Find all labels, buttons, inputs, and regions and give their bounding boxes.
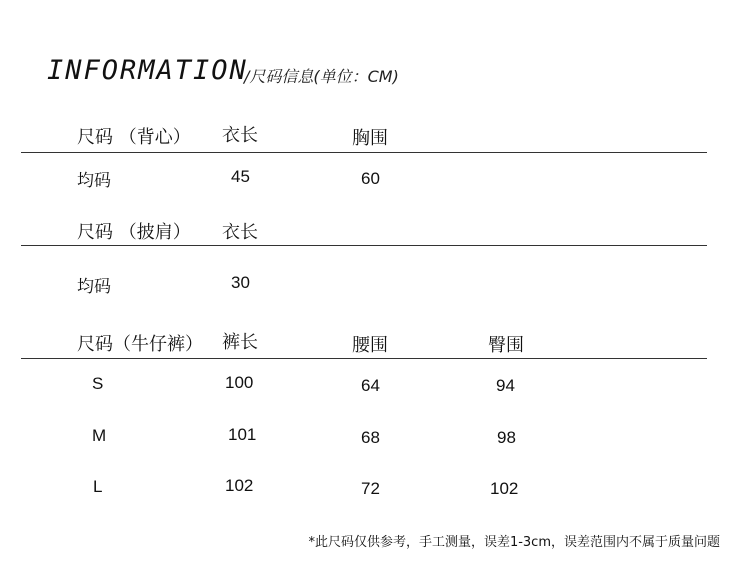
jeans-length-header: 裤长 [222, 332, 258, 353]
cape-length-header: 衣长 [222, 222, 258, 243]
vest-divider [21, 152, 707, 153]
jeans-hip-header: 臀围 [488, 335, 524, 356]
measurement-note: *此尺码仅供参考，手工测量，误差1-3cm，误差范围内不属于质量问题 [308, 535, 720, 550]
vest-chest-cell: 60 [361, 169, 380, 188]
jeans-row-s-waist: 64 [361, 376, 380, 395]
jeans-row-m-length: 101 [228, 425, 257, 444]
cape-divider [21, 245, 707, 246]
jeans-row-l-waist: 72 [361, 479, 380, 498]
jeans-row-m-hip: 98 [497, 428, 516, 447]
jeans-row-l-hip: 102 [490, 479, 519, 498]
jeans-row-s-size: S [92, 374, 104, 393]
vest-chest-header: 胸围 [352, 128, 388, 149]
jeans-divider [21, 358, 707, 359]
jeans-waist-header: 腰围 [352, 335, 388, 356]
page-title: INFORMATION [47, 55, 248, 86]
cape-length-cell: 30 [231, 273, 250, 292]
jeans-row-s-length: 100 [225, 373, 254, 392]
vest-length-cell: 45 [231, 167, 250, 186]
jeans-row-s-hip: 94 [496, 376, 515, 395]
vest-size-cell: 均码 [77, 171, 111, 191]
page-subtitle: /尺码信息(单位：CM) [244, 67, 399, 86]
vest-size-header: 尺码 （背心） [77, 127, 191, 148]
jeans-row-l-size: L [93, 477, 103, 496]
cape-size-cell: 均码 [77, 277, 111, 297]
jeans-row-l-length: 102 [225, 476, 254, 495]
vest-length-header: 衣长 [222, 125, 258, 146]
cape-size-header: 尺码 （披肩） [77, 222, 191, 243]
jeans-row-m-size: M [92, 426, 107, 445]
jeans-size-header: 尺码（牛仔裤） [77, 334, 203, 355]
jeans-row-m-waist: 68 [361, 428, 380, 447]
